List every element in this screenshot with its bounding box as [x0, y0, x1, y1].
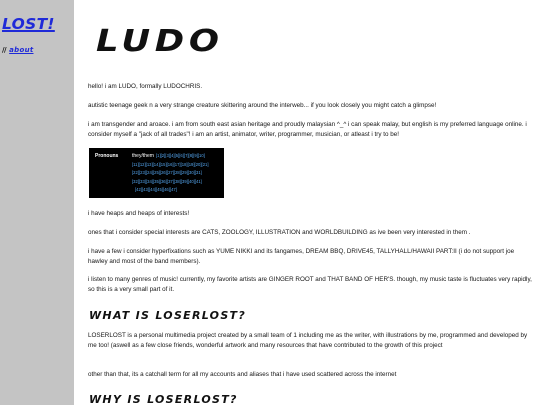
- interests-special: ones that i consider special interests are CATS, ZOOLOGY, ILLUSTRATION and WORLDBUILDING as ive been very interested in them .: [88, 229, 471, 236]
- section-heading-why: WHY IS LOSERLOST?: [89, 393, 238, 405]
- pronoun-link[interactable]: [32][33][34][35][36][37][38][39][40][41]: [132, 178, 202, 184]
- pronouns-card: [89, 148, 224, 198]
- intro-identity: i am transgender and aroace. i am from south east asian heritage and proudly malaysian ^_^ i can speak malay, but english is my preferred language online. i consider myself a "jack of all trades"! i am an artist, animator, writer, programmer, musician, or atleast i try to be!: [88, 121, 527, 139]
- nav-separator: //: [2, 46, 7, 54]
- pronoun-link[interactable]: [42][43][44][45][46][47]: [135, 187, 177, 192]
- sidebar-nav: [2, 46, 34, 54]
- pronouns-row: [132, 161, 222, 170]
- pronouns-row: [132, 169, 222, 178]
- pronouns-grid: [132, 152, 222, 195]
- page-title: LUDO: [96, 24, 224, 59]
- section-what-body-2: other than that, its a catchall term for all my accounts and aliases that i have used scattered across the internet: [88, 371, 397, 378]
- pronoun-link[interactable]: [1][2][3][4][5][6][7][8][9][10]: [155, 153, 205, 158]
- section-what-body: LOSERLOST is a personal multimedia project created by a small team of 1 including me as the writer, with illustrations by me, programmed and developed by me too! (aswell as a few close friends, wonderful artwork and many resources that have contributed to the growth of this project: [88, 332, 528, 350]
- pronouns-primary: they/them: [132, 153, 154, 159]
- section-heading-what: WHAT IS LOSERLOST?: [89, 309, 247, 322]
- pronoun-link[interactable]: [22][23][24][25][26][27][28][29][30][31]: [132, 170, 202, 175]
- interests-music: i listen to many genres of music! currently, my favorite artists are GINGER ROOT and THAT BAND OF HER'S. though, my music taste is fluctuates very rapidly, so this is a very small part of it.: [88, 276, 532, 294]
- site-logo-link[interactable]: LOST!: [2, 15, 55, 33]
- interests-summary: i have heaps and heaps of interests!: [88, 210, 190, 217]
- pronouns-row: [132, 186, 222, 195]
- sidebar: [0, 0, 74, 405]
- pronouns-row: [132, 178, 222, 187]
- pronouns-row: [132, 152, 222, 161]
- interests-hyperfixations: i have a few i consider hyperfixations such as YUME NIKKI and its fangames, DREAM BBQ, DRIVE45, TALLYHALL/HAWAII PART:II (i do not support joe hawley and most of the band members).: [88, 248, 515, 266]
- main-content: [88, 0, 533, 405]
- pronouns-label: Pronouns: [95, 153, 119, 159]
- intro-greeting: hello! i am LUDO, formally LUDOCHRIS.: [88, 83, 203, 90]
- pronoun-link[interactable]: [11][12][13][14][15][16][17][18][19][20][21]: [132, 161, 209, 167]
- sidebar-item-about[interactable]: about: [9, 46, 34, 54]
- intro-tagline: autistic teenage geek n a very strange creature skittering around the interweb... if you look closely you might catch a glimpse!: [88, 102, 437, 109]
